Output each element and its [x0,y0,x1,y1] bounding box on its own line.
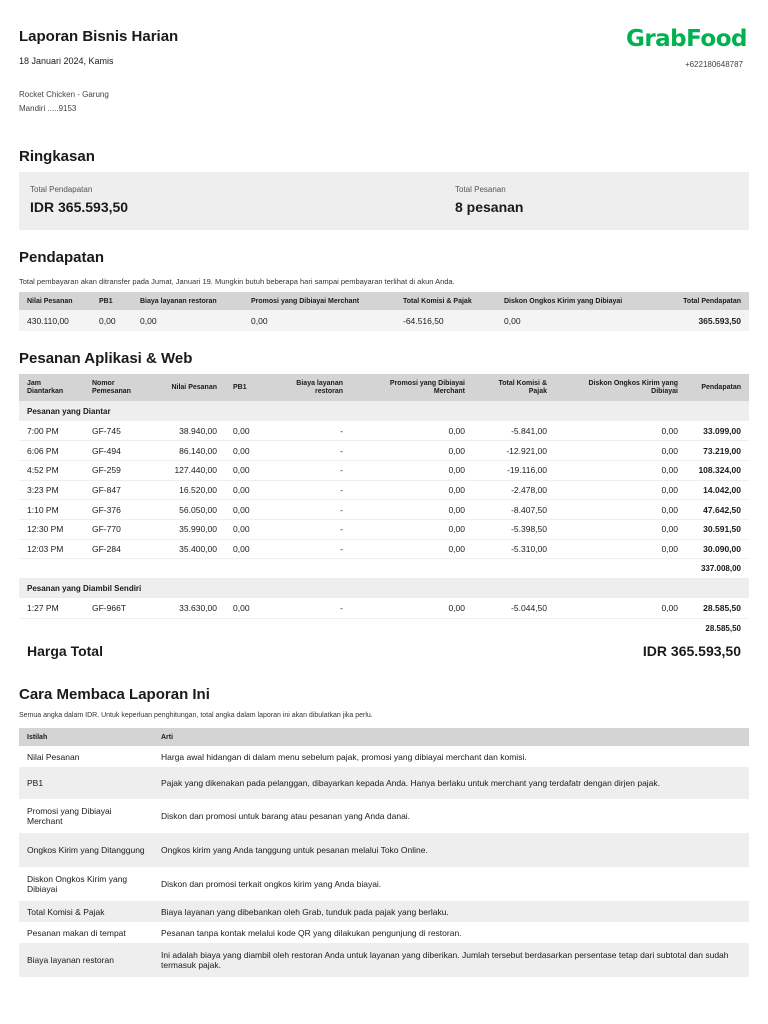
order-cell: 47.642,50 [686,500,749,520]
order-cell: 33.099,00 [686,421,749,441]
report-header [19,28,749,118]
order-row [19,539,749,559]
order-cell: -5.398,50 [473,519,555,539]
total-revenue-label: Total Pendapatan [30,185,93,194]
glossary-term: Pesanan makan di tempat [27,927,126,938]
order-cell: 0,00 [225,598,265,618]
order-cell: 28.585,50 [686,598,749,618]
pickup-subtotal-value: 28.585,50 [705,623,741,633]
orders-header-cell: Pendapatan [686,374,749,401]
revenue-header-cell: Diskon Ongkos Kirim yang Dibiayai [496,292,646,310]
glossary-header-row [19,728,749,746]
order-cell: GF-376 [84,500,146,520]
order-cell: 0,00 [351,460,473,480]
summary-box [19,172,749,230]
order-cell: 33.630,00 [146,598,225,618]
order-cell: 0,00 [351,598,473,618]
orders-header-row [19,374,749,401]
order-cell: -2.478,00 [473,480,555,500]
glossary-row [19,767,749,799]
pickup-subtotal [19,618,749,638]
order-row [19,500,749,520]
orders-header-cell: PB1 [225,374,265,401]
delivered-group [19,401,749,421]
order-cell: 4:52 PM [19,460,84,480]
glossary-term: Biaya layanan restoran [19,943,153,977]
revenue-header-cell: Total Komisi & Pajak [395,292,496,310]
glossary-row [19,833,749,867]
order-cell: 0,00 [225,421,265,441]
revenue-value-cell: 0,00 [496,310,646,331]
order-cell: -5.044,50 [473,598,555,618]
order-cell: 35.400,00 [146,539,225,559]
order-cell: GF-770 [84,519,146,539]
glossary-row [19,746,749,767]
report-date: 18 Januari 2024, Kamis [19,56,114,66]
orders-title: Pesanan Aplikasi & Web [19,350,193,367]
glossary-definition: Pajak yang dikenakan pada pelanggan, dibayarkan kepada Anda. Hanya berlaku untuk merchant yang terdafatr dengan dirjen pajak. [153,767,749,799]
order-row [19,598,749,618]
grand-total-label: Harga Total [27,643,103,659]
total-revenue-value: IDR 365.593,50 [30,199,129,215]
order-cell: 0,00 [351,500,473,520]
grand-total-value: IDR 365.593,50 [642,643,741,659]
order-cell: 56.050,00 [146,500,225,520]
order-cell: 0,00 [225,500,265,520]
order-cell: 12:30 PM [19,519,84,539]
order-cell: -8.407,50 [473,500,555,520]
order-cell: 127.440,00 [146,460,225,480]
order-cell: - [265,598,351,618]
order-cell: 0,00 [351,480,473,500]
orders-header-cell: Jam Diantarkan [19,374,84,401]
glossary-term: Nilai Pesanan [27,751,80,762]
order-cell: GF-494 [84,441,146,461]
revenue-value-cell: 0,00 [243,310,395,331]
total-orders-label: Total Pesanan [455,185,506,194]
order-cell: - [265,441,351,461]
order-cell: - [265,500,351,520]
order-cell: 35.990,00 [146,519,225,539]
orders-header-cell: Nomor Pemesanan [84,374,146,401]
order-cell: 0,00 [555,441,686,461]
orders-header-cell: Biaya layanan restoran [265,374,351,401]
logo-text: GrabFood [625,26,747,52]
order-row [19,519,749,539]
order-row [19,460,749,480]
delivered-subtotal-value: 337.008,00 [700,564,741,574]
order-cell: 0,00 [351,539,473,559]
glossary-term: PB1 [19,767,153,799]
glossary-term: Promosi yang Dibiayai Merchant [27,806,112,826]
order-cell: 0,00 [555,480,686,500]
order-cell: 0,00 [225,480,265,500]
revenue-value-cell: 430.110,00 [19,310,91,331]
summary-title: Ringkasan [19,148,95,165]
orders-header-cell: Nilai Pesanan [146,374,225,401]
report-title: Laporan Bisnis Harian [19,28,179,45]
order-cell: 0,00 [225,519,265,539]
order-cell: GF-284 [84,539,146,559]
order-cell: 38.940,00 [146,421,225,441]
order-cell: - [265,519,351,539]
glossary-table [19,728,749,977]
revenue-table [19,292,749,331]
order-cell: 14.042,00 [686,480,749,500]
order-cell: 0,00 [225,460,265,480]
orders-table [19,374,749,638]
revenue-value-row [19,310,749,331]
order-cell: 0,00 [555,421,686,441]
total-orders-value: 8 pesanan [455,199,524,215]
revenue-header-cell: Biaya layanan restoran [132,292,243,310]
bank-account: Mandiri .....9153 [19,104,77,113]
grabfood-logo [626,26,747,52]
order-cell: GF-847 [84,480,146,500]
glossary-header-cell: Arti [153,728,749,746]
order-cell: -12.921,00 [473,441,555,461]
glossary-row [19,867,749,901]
order-cell: 30.591,50 [686,519,749,539]
order-row [19,441,749,461]
revenue-value-cell: -64.516,50 [395,310,496,331]
order-cell: 0,00 [555,460,686,480]
order-cell: 3:23 PM [19,480,84,500]
order-row [19,421,749,441]
delivered-group-label: Pesanan yang Diantar [19,401,749,421]
glossary-note: Semua angka dalam IDR. Untuk keperluan penghitungan, total angka dalam laporan ini akan dibulatkan jika perlu. [19,712,373,719]
glossary-term: Diskon Ongkos Kirim yang Dibiayai [27,874,128,894]
order-cell: 0,00 [351,441,473,461]
revenue-header-cell: PB1 [91,292,132,310]
glossary-definition: Biaya layanan yang dibebankan oleh Grab, tunduk pada pajak yang berlaku. [153,901,749,922]
revenue-header-cell: Nilai Pesanan [19,292,91,310]
glossary-definition: Ongkos kirim yang Anda tanggung untuk pesanan melalui Toko Online. [153,833,749,867]
store-name: Rocket Chicken - Garung [19,90,109,99]
order-cell: 73.219,00 [686,441,749,461]
order-cell: - [265,460,351,480]
glossary-definition: Ini adalah biaya yang diambil oleh restoran Anda untuk layanan yang diberikan. Jumlah tersebut berdasarkan persentase tetap dari subtotal dan sudah termasuk pajak. [153,943,749,977]
orders-header-cell: Diskon Ongkos Kirim yang Dibiayai [555,374,686,401]
glossary-definition: Pesanan tanpa kontak melalui kode QR yang dilakukan pengunjung di restoran. [161,927,462,938]
glossary-header-cell: Istilah [19,728,153,746]
revenue-header-cell: Total Pendapatan [646,292,749,310]
revenue-header-cell: Promosi yang Dibiayai Merchant [243,292,395,310]
glossary-row [19,922,749,943]
order-cell: GF-259 [84,460,146,480]
glossary-definition: Harga awal hidangan di dalam menu sebelum pajak, promosi yang dibiayai merchant dan komisi. [161,751,527,762]
orders-header-cell: Total Komisi & Pajak [473,374,555,401]
glossary-definition: Diskon dan promosi terkait ongkos kirim yang Anda biayai. [161,879,382,889]
order-cell: -5.310,00 [473,539,555,559]
glossary-term: Total Komisi & Pajak [19,901,153,922]
order-cell: 108.324,00 [686,460,749,480]
order-cell: - [265,421,351,441]
order-cell: 1:10 PM [19,500,84,520]
order-cell: 0,00 [555,598,686,618]
order-cell: 12:03 PM [19,539,84,559]
order-cell: 0,00 [225,539,265,559]
glossary-title: Cara Membaca Laporan Ini [19,686,210,703]
order-cell: - [265,480,351,500]
order-cell: 86.140,00 [146,441,225,461]
orders-header-cell: Promosi yang Dibiayai Merchant [351,374,473,401]
order-cell: 0,00 [555,500,686,520]
order-cell: 0,00 [555,519,686,539]
order-row [19,480,749,500]
revenue-value-cell: 365.593,50 [646,310,749,331]
glossary-definition: Diskon dan promosi untuk barang atau pesanan yang Anda danai. [161,811,411,821]
order-cell: 0,00 [351,421,473,441]
pickup-group-label: Pesanan yang Diambil Sendiri [19,578,749,598]
order-cell: -19.116,00 [473,460,555,480]
order-cell: 6:06 PM [19,441,84,461]
delivered-subtotal [19,559,749,579]
glossary-row [19,943,749,977]
revenue-note: Total pembayaran akan ditransfer pada Jumat, Januari 19. Mungkin butuh beberapa hari sampai pembayaran terlihat di akun Anda. [19,277,455,286]
glossary-row [19,901,749,922]
order-cell: 16.520,00 [146,480,225,500]
order-cell: 0,00 [225,441,265,461]
phone-number: +622180648787 [684,60,743,69]
revenue-value-cell: 0,00 [132,310,243,331]
order-cell: 1:27 PM [19,598,84,618]
order-cell: 0,00 [351,519,473,539]
pickup-group [19,578,749,598]
revenue-header-row [19,292,749,310]
order-cell: - [265,539,351,559]
glossary-row [19,799,749,833]
glossary-term: Ongkos Kirim yang Ditanggung [19,833,153,867]
order-cell: 0,00 [555,539,686,559]
revenue-value-cell: 0,00 [91,310,132,331]
order-cell: GF-745 [84,421,146,441]
order-cell: 30.090,00 [686,539,749,559]
order-cell: GF-966T [84,598,146,618]
order-cell: 7:00 PM [19,421,84,441]
order-cell: -5.841,00 [473,421,555,441]
revenue-title: Pendapatan [19,249,105,266]
